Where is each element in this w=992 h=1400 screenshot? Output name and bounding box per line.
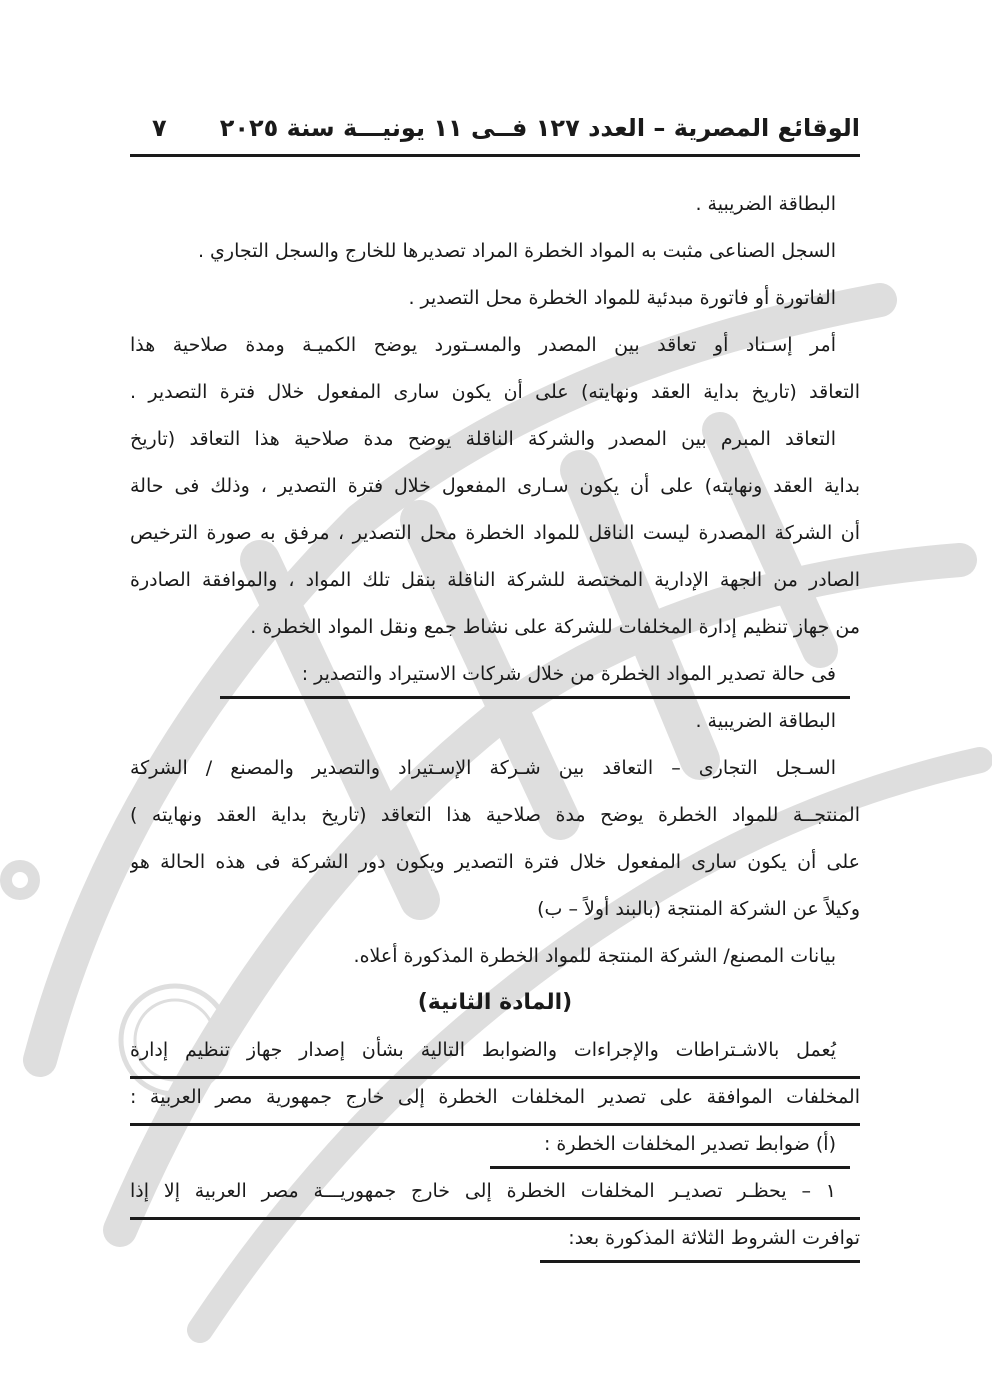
- page-number: ٧: [152, 114, 167, 142]
- subheading-underlined: [130, 1220, 860, 1267]
- text-line-underlined: ١ – يحظـر تصديـر المخلفات الخطرة إلى خارج جمهوريـــة مصر العربية إلا إذا: [130, 1173, 860, 1220]
- page-header: [130, 108, 860, 157]
- text-line: بداية العقد ونهايته) على أن يكون سـارى المفعول خلال فترة التصدير ، وذلك فى حالة: [130, 475, 860, 497]
- header-title: الوقائع المصرية – العدد ١٢٧ فــى ١١ يونيـــة سنة ٢٠٢٥: [219, 114, 860, 142]
- subheading-underlined: [130, 1126, 860, 1173]
- text-line-underlined: يُعمل بالاشـتراطات والإجراءات والضوابط التالية بشأن إصدار جهاز تنظيم إدارة: [130, 1032, 860, 1079]
- text-line: أمر إسـناد أو تعاقد بين المصدر والمسـتورد يوضح الكميـة ومدة صلاحية هذا: [130, 334, 836, 356]
- subheading-text: فى حالة تصدير المواد الخطرة من خلال شركات الاستيراد والتصدير :: [301, 663, 836, 685]
- text-line: من جهاز تنظيم إدارة المخلفات للشركة على نشاط جمع ونقل المواد الخطرة .: [250, 616, 860, 638]
- section-title: (المادة الثانية): [417, 990, 573, 1015]
- subheading-text: توافرت الشروط الثلاثة المذكورة بعد:: [568, 1227, 860, 1249]
- underline: [490, 1166, 850, 1169]
- text-line: بيانات المصنع/ الشركة المنتجة للمواد الخطرة المذكورة أعلاه.: [353, 945, 836, 967]
- document-body: [130, 186, 860, 1267]
- text-line: التعاقد (تاريخ بداية العقد ونهايته) على أن يكون سارى المفعول خلال فترة التصدير .: [130, 381, 860, 403]
- underline: [540, 1260, 860, 1263]
- text-line: على أن يكون سارى المفعول خلال فترة التصدير ويكون دور الشركة فى هذه الحالة هو: [130, 851, 860, 873]
- text-line: وكيلاً عن الشركة المنتجة (بالبند أولاً – ب): [537, 898, 860, 920]
- text-line: الصادر من الجهة الإدارية المختصة للشركة الناقلة بنقل تلك المواد ، والموافقة الصادرة: [130, 569, 860, 591]
- text-line: السجل الصناعى مثبت به المواد الخطرة المراد تصديرها للخارج والسجل التجاري .: [197, 240, 836, 262]
- underline: [220, 696, 850, 699]
- text-line: أن الشركة المصدرة ليست الناقل للمواد الخطرة محل التصدير ، مرفق به صورة الترخيص: [130, 522, 860, 544]
- text-line-underlined: المخلفات الموافقة على تصدير المخلفات الخطرة إلى خارج جمهورية مصر العربية :: [130, 1079, 860, 1126]
- text-line: الفاتورة أو فاتورة مبدئية للمواد الخطرة محل التصدير .: [408, 287, 836, 309]
- text-line: البطاقة الضريبية .: [695, 710, 836, 732]
- text-line: المنتجــة للمواد الخطرة يوضح مدة صلاحية هذا التعاقد (تاريخ بداية العقد ونهايته ): [130, 804, 860, 826]
- subheading-underlined: [130, 656, 860, 703]
- subheading-text: (أ) ضوابط تصدير المخلفات الخطرة :: [543, 1133, 836, 1155]
- text-line: السـجل التجارى – التعاقد بين شـركة الإسـتيراد والتصدير والمصنع / الشركة: [130, 757, 836, 779]
- text-line: التعاقد المبرم بين المصدر والشركة الناقلة يوضح مدة صلاحية هذا التعاقد (تاريخ: [130, 428, 836, 450]
- text-line: البطاقة الضريبية .: [695, 193, 836, 215]
